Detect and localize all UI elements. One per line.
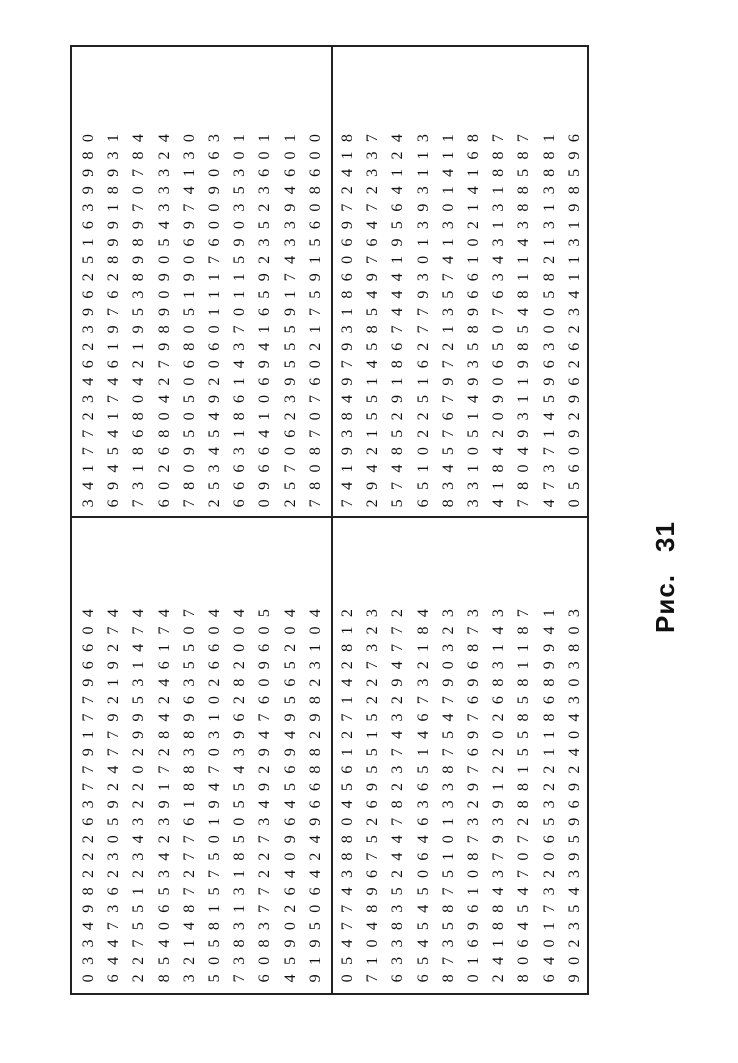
table-row: 0560929626234113198596 — [565, 134, 583, 508]
table-row: 7808707602175915608600 — [306, 134, 324, 508]
table-vertical-divider — [72, 516, 587, 518]
table-row: 6026804279890905433324 — [155, 134, 173, 508]
table-row: 5058157501947031026604 — [206, 609, 223, 983]
table-row: 9195064249668829823104 — [306, 609, 324, 983]
table-row: 0966410694165923523601 — [256, 134, 274, 508]
table-row: 6663186143701159035301 — [231, 134, 249, 508]
table-horizontal-divider — [331, 47, 333, 993]
caption-label: Рис. — [650, 573, 680, 633]
table-row: 4184209065076343131887 — [490, 134, 508, 508]
caption-number: 31 — [650, 521, 680, 552]
table-row: 2534549206011176009063 — [206, 134, 223, 508]
table-row: 3417723462396251639980 — [80, 134, 97, 508]
table-row: 5748529186744419564124 — [389, 134, 407, 508]
table-row: 7804931198548114388587 — [515, 134, 533, 508]
table-row: 2570623955591743394601 — [281, 134, 299, 508]
table-row: 6545450646365146732184 — [414, 609, 432, 983]
table-row: 7383131850554396282004 — [231, 609, 249, 983]
table-row: 3310514935896610214168 — [465, 134, 482, 508]
table-row: 2275512343220299531474 — [130, 609, 148, 983]
table-row: 6401732065322118689941 — [540, 609, 558, 983]
table-row: 2942155145854976472337 — [364, 134, 382, 508]
table-row: 8345767972135741301411 — [439, 134, 457, 508]
table-row: 0334982226377917796604 — [80, 609, 97, 983]
table-row: 0169610873297697696873 — [465, 609, 482, 983]
random-digit-table — [70, 45, 589, 995]
table-row: 3214872776188389635507 — [180, 609, 198, 983]
table-row: 8064547072881558581187 — [515, 609, 533, 983]
table-row: 7318680421953898970784 — [130, 134, 148, 508]
table-row: 8540653423917284246174 — [155, 609, 173, 983]
table-row: 0547743880456127142812 — [339, 609, 356, 983]
table-row: 6338352447823743294772 — [389, 609, 407, 983]
table-row: 7809505068051906974130 — [180, 134, 198, 508]
table-row: 6945417461976289918931 — [105, 134, 123, 508]
figure-caption — [650, 521, 681, 633]
table-row: 6510225162779301393113 — [414, 134, 432, 508]
table-row: 8735875101338754790323 — [439, 609, 457, 983]
table-row: 4737145963005821313881 — [540, 134, 558, 508]
table-row: 9023543959692404303803 — [565, 609, 583, 983]
table-row: 7419384979318606972418 — [339, 134, 356, 508]
table-row: 4590264096456949565204 — [281, 609, 299, 983]
table-row: 7104896752695515227323 — [364, 609, 382, 983]
table-row: 2418843793912202683143 — [490, 609, 508, 983]
table-row: 6447362305924779219274 — [105, 609, 123, 983]
table-row: 6083772273492947609605 — [256, 609, 274, 983]
